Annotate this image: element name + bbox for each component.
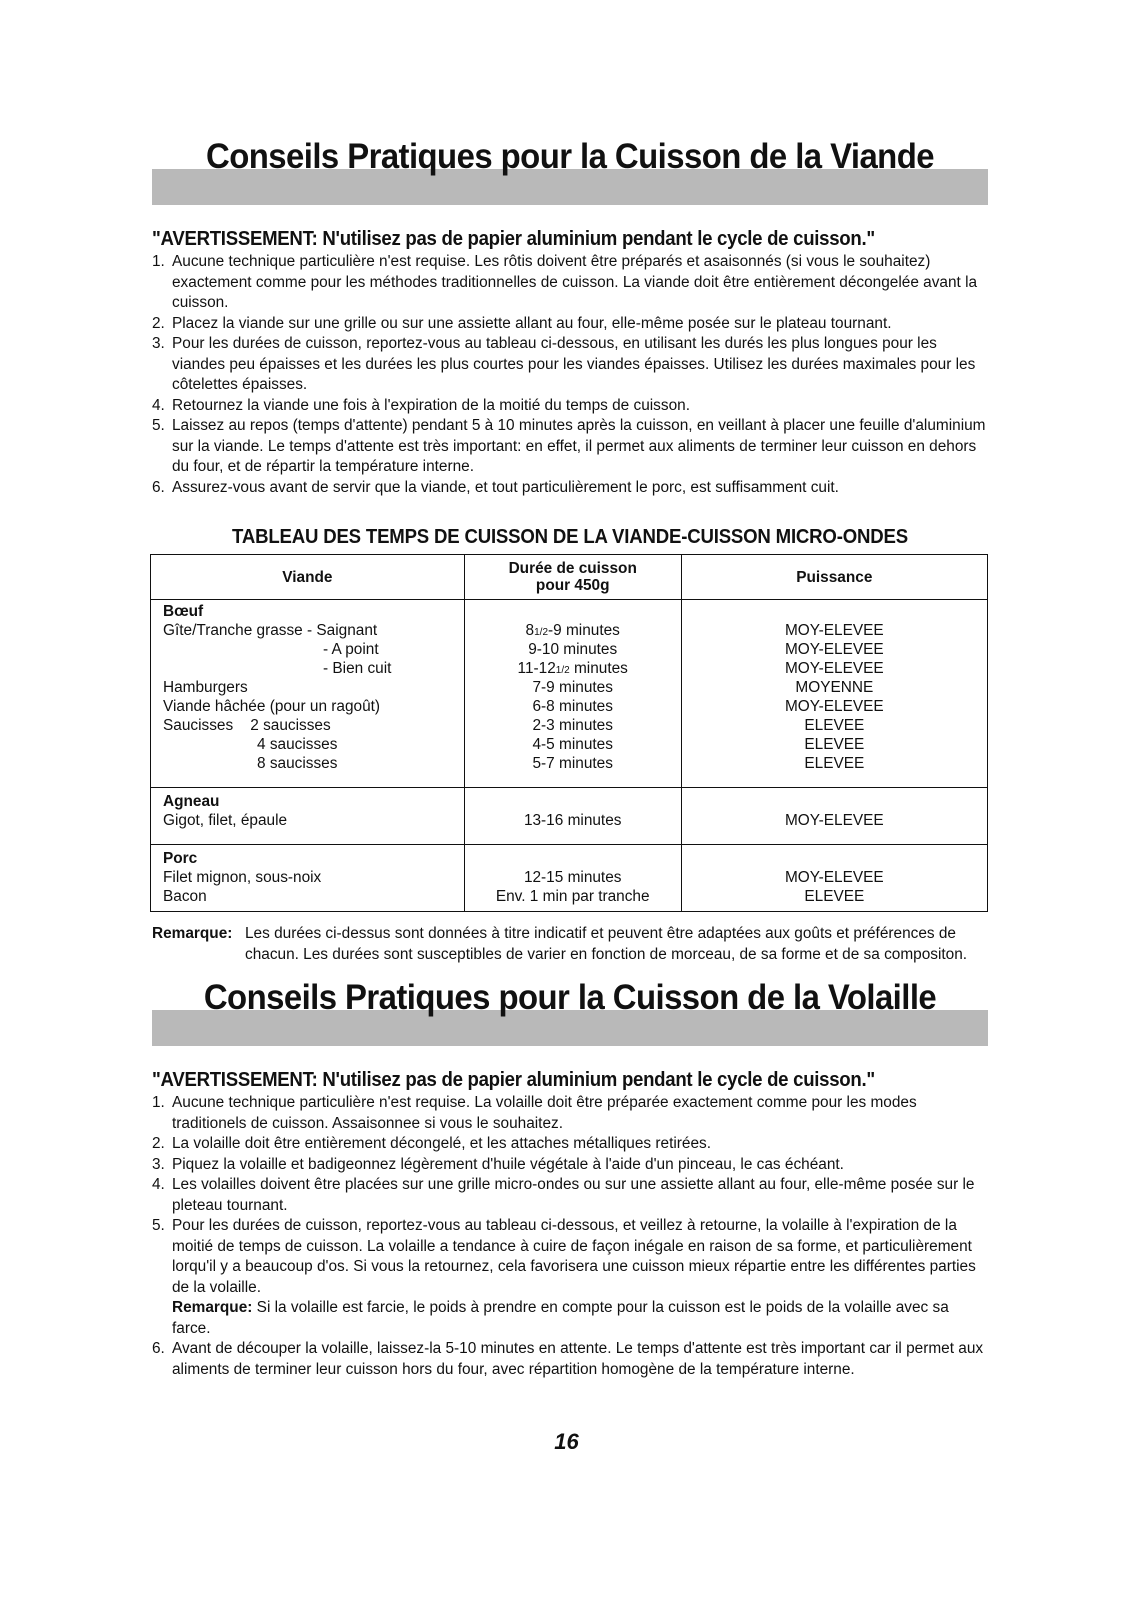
row-duration — [477, 659, 669, 678]
item-text: Pour les durées de cuisson, reportez-vous au tableau ci-dessous, en utilisant les durés les plus longues pour les viandes peu épaisses et les durées les plus courtes pour les viandes épaisses. Utilisez les durées maximales pour les côtelettes épaisses. — [172, 335, 976, 393]
row-label: 8 saucisses — [257, 755, 338, 772]
beef-durations — [464, 600, 681, 788]
duration-part: -9 minutes — [548, 622, 620, 639]
item-number: 5. — [152, 417, 165, 434]
header-puissance: Puissance — [681, 555, 987, 600]
group-name: Porc — [163, 850, 198, 867]
list-item — [152, 252, 988, 314]
row-label: Gigot, filet, épaule — [163, 812, 288, 829]
list-item — [152, 314, 988, 335]
row-power: MOY-ELEVEE — [784, 641, 884, 658]
list-item — [152, 478, 988, 499]
row-duration: 13-16 minutes — [523, 812, 622, 829]
list-item — [152, 1216, 988, 1339]
meat-section-title — [152, 135, 988, 205]
item-number: 6. — [152, 478, 165, 496]
table-group-lamb — [151, 788, 988, 845]
item-number: 1. — [152, 1094, 165, 1111]
note-label: Remarque: — [172, 1299, 253, 1316]
duration-part: minutes — [569, 660, 628, 677]
row-duration — [477, 621, 669, 640]
list-item — [152, 334, 988, 396]
header-duree — [464, 555, 681, 600]
item-number: 3. — [152, 1155, 165, 1173]
item-text: Assurez-vous avant de servir que la viande, et tout particulièrement le porc, est suffisamment cuit. — [172, 478, 839, 496]
row-label: 4 saucisses — [257, 736, 338, 753]
beef-labels — [151, 600, 465, 788]
row-duration: 9-10 minutes — [528, 641, 618, 658]
row-duration: 2-3 minutes — [532, 717, 613, 734]
item-number: 4. — [152, 396, 165, 414]
poultry-title-text: Conseils Pratiques pour la Cuisson de la Volaille — [203, 978, 937, 1017]
item-text: Retournez la viande une fois à l'expiration de la moitié du temps de cuisson. — [172, 396, 690, 414]
row-power: ELEVEE — [804, 736, 865, 753]
row-duration: 6-8 minutes — [532, 698, 613, 715]
list-item — [152, 1339, 988, 1380]
list-item — [152, 1134, 988, 1155]
row-power: ELEVEE — [804, 717, 865, 734]
duration-part: 8 — [525, 622, 535, 639]
item-number: 2. — [152, 1135, 165, 1152]
poultry-warning: "AVERTISSEMENT: N'utilisez pas de papier aluminium pendant le cycle de cuisson." — [152, 1069, 875, 1091]
poultry-section-title — [152, 976, 988, 1046]
lamb-power — [681, 788, 987, 845]
remark-text: Les durées ci-dessus sont données à titre indicatif et peuvent être adaptées aux goûts et préférences de chacun. Les durées sont susceptibles de varier en fonction de morceau, de sa forme et de sa compositon. — [245, 925, 968, 963]
cooking-time-table — [150, 554, 988, 912]
row-duration: 5-7 minutes — [532, 755, 613, 772]
row-power: MOY-ELEVEE — [784, 812, 884, 829]
row-label: - A point — [323, 641, 379, 658]
header-viande: Viande — [151, 555, 465, 600]
row-power: MOYENNE — [795, 679, 874, 696]
group-name: Agneau — [163, 793, 220, 810]
pork-labels — [151, 845, 465, 912]
row-label: Hamburgers — [163, 679, 248, 696]
item-number: 1. — [152, 253, 165, 270]
beef-power — [681, 600, 987, 788]
item-text: La volaille doit être entièrement décongelé, et les attaches métalliques retirées. — [172, 1135, 711, 1152]
row-label: Saucisses 2 saucisses — [163, 717, 331, 734]
item-number: 6. — [152, 1340, 165, 1357]
item-text: Aucune technique particulière n'est requise. Les rôtis doivent être préparés et asaisonnés (si vous le souhaitez) exactement comme pour les méthodes traditionnelles de cuisson. La viande doit être entièrement décongelée avant la cuisson. — [172, 253, 978, 311]
lamb-durations — [464, 788, 681, 845]
item-text: Les volailles doivent être placées sur une grille micro-ondes ou sur une assiette allant au four, elle-même posée sur le pleteau tournant. — [172, 1176, 975, 1214]
list-item — [152, 1175, 988, 1216]
item-text: Laissez au repos (temps d'attente) pendant 5 à 10 minutes après la cuisson, en veillant à placer une feuille d'aluminium sur la viande. Le temps d'attente est très important: en effet, il permet aux aliments de terminer leur cuisson en dehors du four, et de répartir la température interne. — [172, 417, 986, 475]
list-item — [152, 1155, 988, 1176]
list-item — [152, 1093, 988, 1134]
row-label: Bacon — [163, 888, 207, 905]
item-text: Aucune technique particulière n'est requise. La volaille doit être préparée exactement comme pour les modes traditionels de cuisson. Assaisonnee si vous le souhaitez. — [172, 1094, 917, 1132]
duration-fraction: 1/2 — [534, 627, 549, 638]
header-duree-line1: Durée de cuisson — [508, 560, 637, 577]
row-label: Viande hâchée (pour un ragoût) — [163, 698, 381, 715]
item-text: Placez la viande sur une grille ou sur une assiette allant au four, elle-même posée sur le plateau tournant. — [172, 314, 892, 332]
page-number: 16 — [554, 1429, 579, 1454]
item-number: 2. — [152, 314, 165, 332]
pork-power — [681, 845, 987, 912]
item-text: Pour les durées de cuisson, reportez-vous au tableau ci-dessous, et veillez à retourne, la volaille à l'expiration de la moitié de temps de cuisson. La volaille a tendance à cuire de façon inégale en raison de sa forme, et particulièrement lorqu'il y a beaucoup d'os. Si vous la retournez, cela favorisera une cuisson mieux répartie entre les différentes parties de la volaille. — [172, 1217, 976, 1296]
row-power: MOY-ELEVEE — [784, 869, 884, 886]
row-duration: 4-5 minutes — [532, 736, 613, 753]
remark-label: Remarque: — [152, 925, 233, 942]
row-power: MOY-ELEVEE — [784, 622, 884, 639]
row-power: ELEVEE — [804, 888, 865, 905]
table-group-beef — [151, 600, 988, 788]
lamb-labels — [151, 788, 465, 845]
table-header-row — [151, 555, 988, 600]
item-number: 3. — [152, 335, 165, 352]
list-item — [152, 396, 988, 417]
table-remark — [152, 924, 988, 965]
row-power: ELEVEE — [804, 755, 865, 772]
item-text: Avant de découper la volaille, laissez-la 5-10 minutes en attente. Le temps d'attente est très important car il permet aux aliments de terminer leur cuisson hors du four, avec répartition homogène de la température interne. — [172, 1340, 984, 1378]
row-duration: Env. 1 min par tranche — [495, 888, 650, 905]
item-number: 4. — [152, 1176, 165, 1193]
row-label: - Bien cuit — [323, 660, 392, 677]
row-label: Gîte/Tranche grasse - Saignant — [163, 622, 378, 639]
meat-warning: "AVERTISSEMENT: N'utilisez pas de papier aluminium pendant le cycle de cuisson." — [152, 228, 875, 250]
item-number: 5. — [152, 1217, 165, 1234]
group-name: Bœuf — [163, 603, 204, 620]
cooking-table-title: TABLEAU DES TEMPS DE CUISSON DE LA VIANDE-CUISSON MICRO-ONDES — [232, 526, 908, 548]
duration-part: 11-12 — [517, 660, 556, 677]
list-item — [152, 416, 988, 478]
row-power: MOY-ELEVEE — [784, 698, 884, 715]
poultry-tips-list — [152, 1093, 988, 1380]
meat-tips-list — [152, 252, 988, 498]
duration-fraction: 1/2 — [555, 665, 570, 676]
note-text: Si la volaille est farcie, le poids à prendre en compte pour la cuisson est le poids de la volaille avec sa farce. — [172, 1299, 949, 1337]
item-text: Piquez la volaille et badigeonnez légèrement d'huile végétale à l'aide d'un pinceau, le cas échéant. — [172, 1155, 844, 1173]
meat-title-text: Conseils Pratiques pour la Cuisson de la Viande — [206, 137, 934, 176]
row-power: MOY-ELEVEE — [784, 660, 884, 677]
row-label: Filet mignon, sous-noix — [163, 869, 322, 886]
row-duration: 12-15 minutes — [523, 869, 622, 886]
header-duree-line2: pour 450g — [535, 577, 610, 594]
row-duration: 7-9 minutes — [532, 679, 613, 696]
table-group-pork — [151, 845, 988, 912]
pork-durations — [464, 845, 681, 912]
